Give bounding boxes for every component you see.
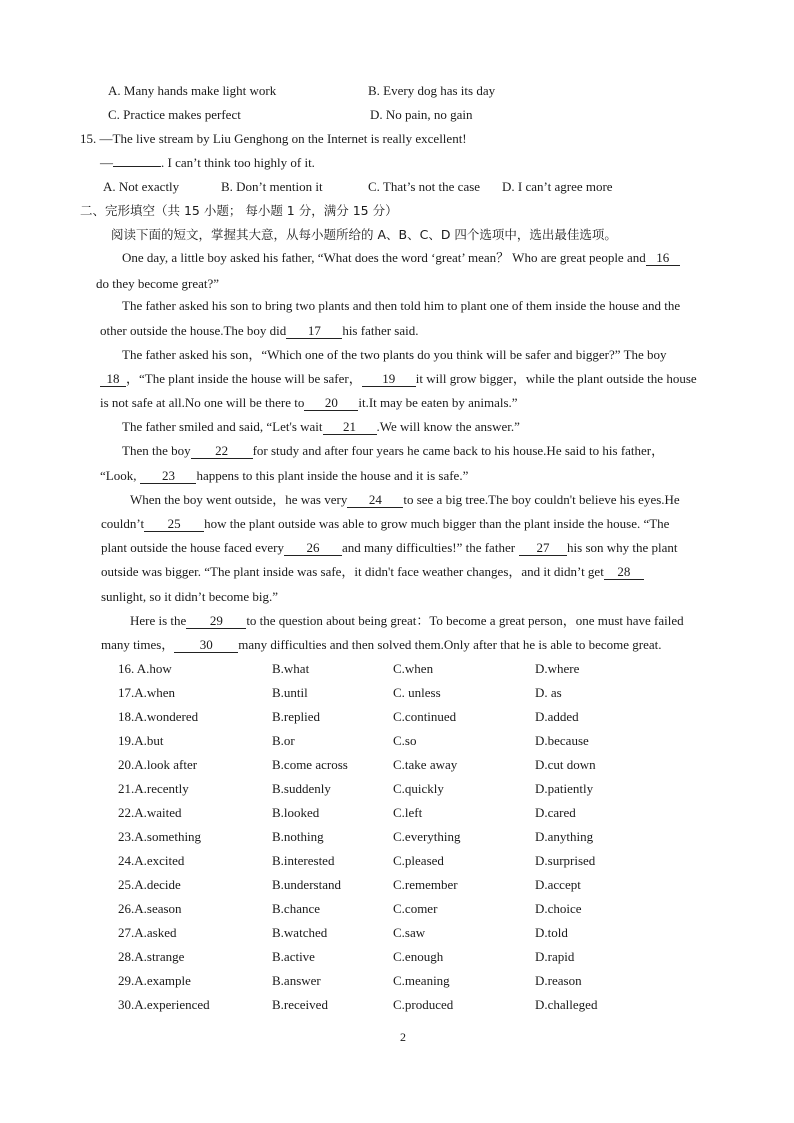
blank-26: 26 — [284, 541, 342, 556]
blank-20: 20 — [304, 396, 358, 411]
option-17-b: B.until — [272, 685, 308, 700]
option-30-d: D.challeged — [535, 997, 598, 1012]
q14-option-a: A. Many hands make light work — [108, 83, 277, 98]
option-24-d: D.surprised — [535, 853, 596, 868]
option-28-d: D.rapid — [535, 949, 575, 964]
q15-answer-line — [100, 155, 315, 171]
page-number: 2 — [400, 1030, 406, 1044]
dash: — — [100, 155, 113, 170]
option-24-b: B.interested — [272, 853, 335, 868]
option-29-d: D.reason — [535, 973, 582, 988]
option-27-c: C.saw — [393, 925, 426, 940]
passage-line: 18 ，“The plant inside the house will be safer， 19 it will grow bigger，while the plant outside the house — [100, 371, 697, 387]
passage-line: couldn’t 25 how the plant outside was able to grow much bigger than the plant inside the house. “The — [101, 516, 670, 531]
passage-line: Then the boy 22 for study and after four years he came back to his house.He said to his father， — [122, 443, 665, 458]
option-18-b: B.replied — [272, 709, 321, 724]
option-28-a: 28.A.strange — [118, 949, 185, 964]
blank-28: 28 — [604, 565, 644, 580]
q15-option-d: D. I can’t agree more — [502, 179, 613, 194]
option-20-a: 20.A.look after — [118, 757, 198, 772]
q14-option-b: B. Every dog has its day — [368, 83, 496, 98]
option-25-c: C.remember — [393, 877, 458, 892]
section-heading: 二、完形填空（共 15 小题； 每小题 1 分，满分 15 分） — [80, 203, 398, 218]
option-26-b: B.chance — [272, 901, 321, 916]
section-instruction: 阅读下面的短文，掌握其大意，从每小题所给的 A、B、C、D 四个选项中，选出最佳选项。 — [111, 227, 617, 242]
blank-23: 23 — [140, 469, 196, 484]
q15-option-b: B. Don’t mention it — [221, 179, 323, 194]
option-30-a: 30.A.experienced — [118, 997, 210, 1012]
blank-17: 17 — [286, 324, 342, 339]
blank-16: 16 — [646, 251, 680, 266]
blank-19: 19 — [362, 372, 416, 387]
option-19-a: 19.A.but — [118, 733, 164, 748]
option-22-b: B.looked — [272, 805, 320, 820]
passage-line: outside was bigger. “The plant inside was safe，it didn't face weather changes，and it didn’t get 28 — [101, 564, 644, 580]
option-23-c: C.everything — [393, 829, 461, 844]
blank-29: 29 — [186, 614, 246, 629]
blank-22: 22 — [191, 444, 253, 459]
q15-option-a: A. Not exactly — [103, 179, 180, 194]
option-20-d: D.cut down — [535, 757, 596, 772]
option-16-a: 16. A.how — [118, 661, 172, 676]
option-16-d: D.where — [535, 661, 580, 676]
passage-line: One day, a little boy asked his father, “What does the word ‘great’ mean？ Who are great people and 16 — [122, 250, 680, 266]
q15-stem: 15. —The live stream by Liu Genghong on the Internet is really excellent! — [80, 131, 467, 146]
option-18-c: C.continued — [393, 709, 457, 724]
option-29-b: B.answer — [272, 973, 321, 988]
passage-line: The father asked his son to bring two plants and then told him to plant one of them inside the house and the — [122, 298, 681, 313]
option-18-d: D.added — [535, 709, 579, 724]
option-24-c: C.pleased — [393, 853, 444, 868]
option-19-c: C.so — [393, 733, 417, 748]
passage-line: The father asked his son，“Which one of the two plants do you think will be safer and bigger?” The boy — [122, 347, 667, 362]
option-28-b: B.active — [272, 949, 315, 964]
passage-line: many times， 30 many difficulties and then solved them.Only after that he is able to become great. — [101, 637, 662, 652]
option-19-b: B.or — [272, 733, 295, 748]
option-27-a: 27.A.asked — [118, 925, 177, 940]
option-28-c: C.enough — [393, 949, 444, 964]
option-17-a: 17.A.when — [118, 685, 176, 700]
blank-24: 24 — [347, 493, 403, 508]
q14-option-c: C. Practice makes perfect — [108, 107, 241, 122]
option-24-a: 24.A.excited — [118, 853, 185, 868]
option-16-b: B.what — [272, 661, 310, 676]
option-18-a: 18.A.wondered — [118, 709, 199, 724]
option-30-b: B.received — [272, 997, 328, 1012]
option-19-d: D.because — [535, 733, 589, 748]
option-20-b: B.come across — [272, 757, 348, 772]
option-21-c: C.quickly — [393, 781, 444, 796]
option-30-c: C.produced — [393, 997, 454, 1012]
option-26-a: 26.A.season — [118, 901, 182, 916]
option-27-d: D.told — [535, 925, 568, 940]
passage-line: plant outside the house faced every 26 and many difficulties!” the father 27 his son why the plant — [101, 540, 678, 555]
passage-line: When the boy went outside，he was very 24 to see a big tree.The boy couldn't believe his eyes.He — [130, 492, 680, 507]
option-17-c: C. unless — [393, 685, 441, 700]
option-23-b: B.nothing — [272, 829, 324, 844]
blank-27: 27 — [519, 541, 567, 556]
passage-line: do they become great?” — [96, 276, 220, 291]
passage-line: is not safe at all.No one will be there to 20 it.It may be eaten by animals.” — [100, 395, 518, 410]
passage-line: sunlight, so it didn’t become big.” — [101, 589, 279, 604]
option-20-c: C.take away — [393, 757, 458, 772]
blank-18: 18 — [100, 372, 126, 387]
option-23-d: D.anything — [535, 829, 594, 844]
q15-blank — [113, 166, 161, 167]
option-22-d: D.cared — [535, 805, 576, 820]
blank-21: 21 — [323, 420, 377, 435]
option-21-a: 21.A.recently — [118, 781, 189, 796]
q15-rest: . I can’t think too highly of it. — [161, 155, 315, 170]
option-29-c: C.meaning — [393, 973, 450, 988]
option-26-d: D.choice — [535, 901, 582, 916]
blank-25: 25 — [144, 517, 204, 532]
blank-30: 30 — [174, 638, 238, 653]
option-25-d: D.accept — [535, 877, 581, 892]
passage-line: “Look, 23 happens to this plant inside the house and it is safe.” — [100, 468, 469, 483]
option-22-a: 22.A.waited — [118, 805, 182, 820]
q15-option-c: C. That’s not the case — [368, 179, 481, 194]
passage-line: other outside the house.The boy did 17 his father said. — [100, 323, 419, 338]
option-26-c: C.comer — [393, 901, 438, 916]
option-16-c: C.when — [393, 661, 434, 676]
option-21-d: D.patiently — [535, 781, 594, 796]
option-21-b: B.suddenly — [272, 781, 331, 796]
option-25-a: 25.A.decide — [118, 877, 181, 892]
q14-option-d: D. No pain, no gain — [370, 107, 473, 122]
option-23-a: 23.A.something — [118, 829, 202, 844]
option-27-b: B.watched — [272, 925, 328, 940]
passage-line: The father smiled and said, “Let's wait 21 .We will know the answer.” — [122, 419, 520, 434]
option-25-b: B.understand — [272, 877, 341, 892]
option-22-c: C.left — [393, 805, 423, 820]
passage-line: Here is the 29 to the question about being great：To become a great person，one must have failed — [130, 613, 684, 628]
option-29-a: 29.A.example — [118, 973, 191, 988]
option-17-d: D. as — [535, 685, 562, 700]
